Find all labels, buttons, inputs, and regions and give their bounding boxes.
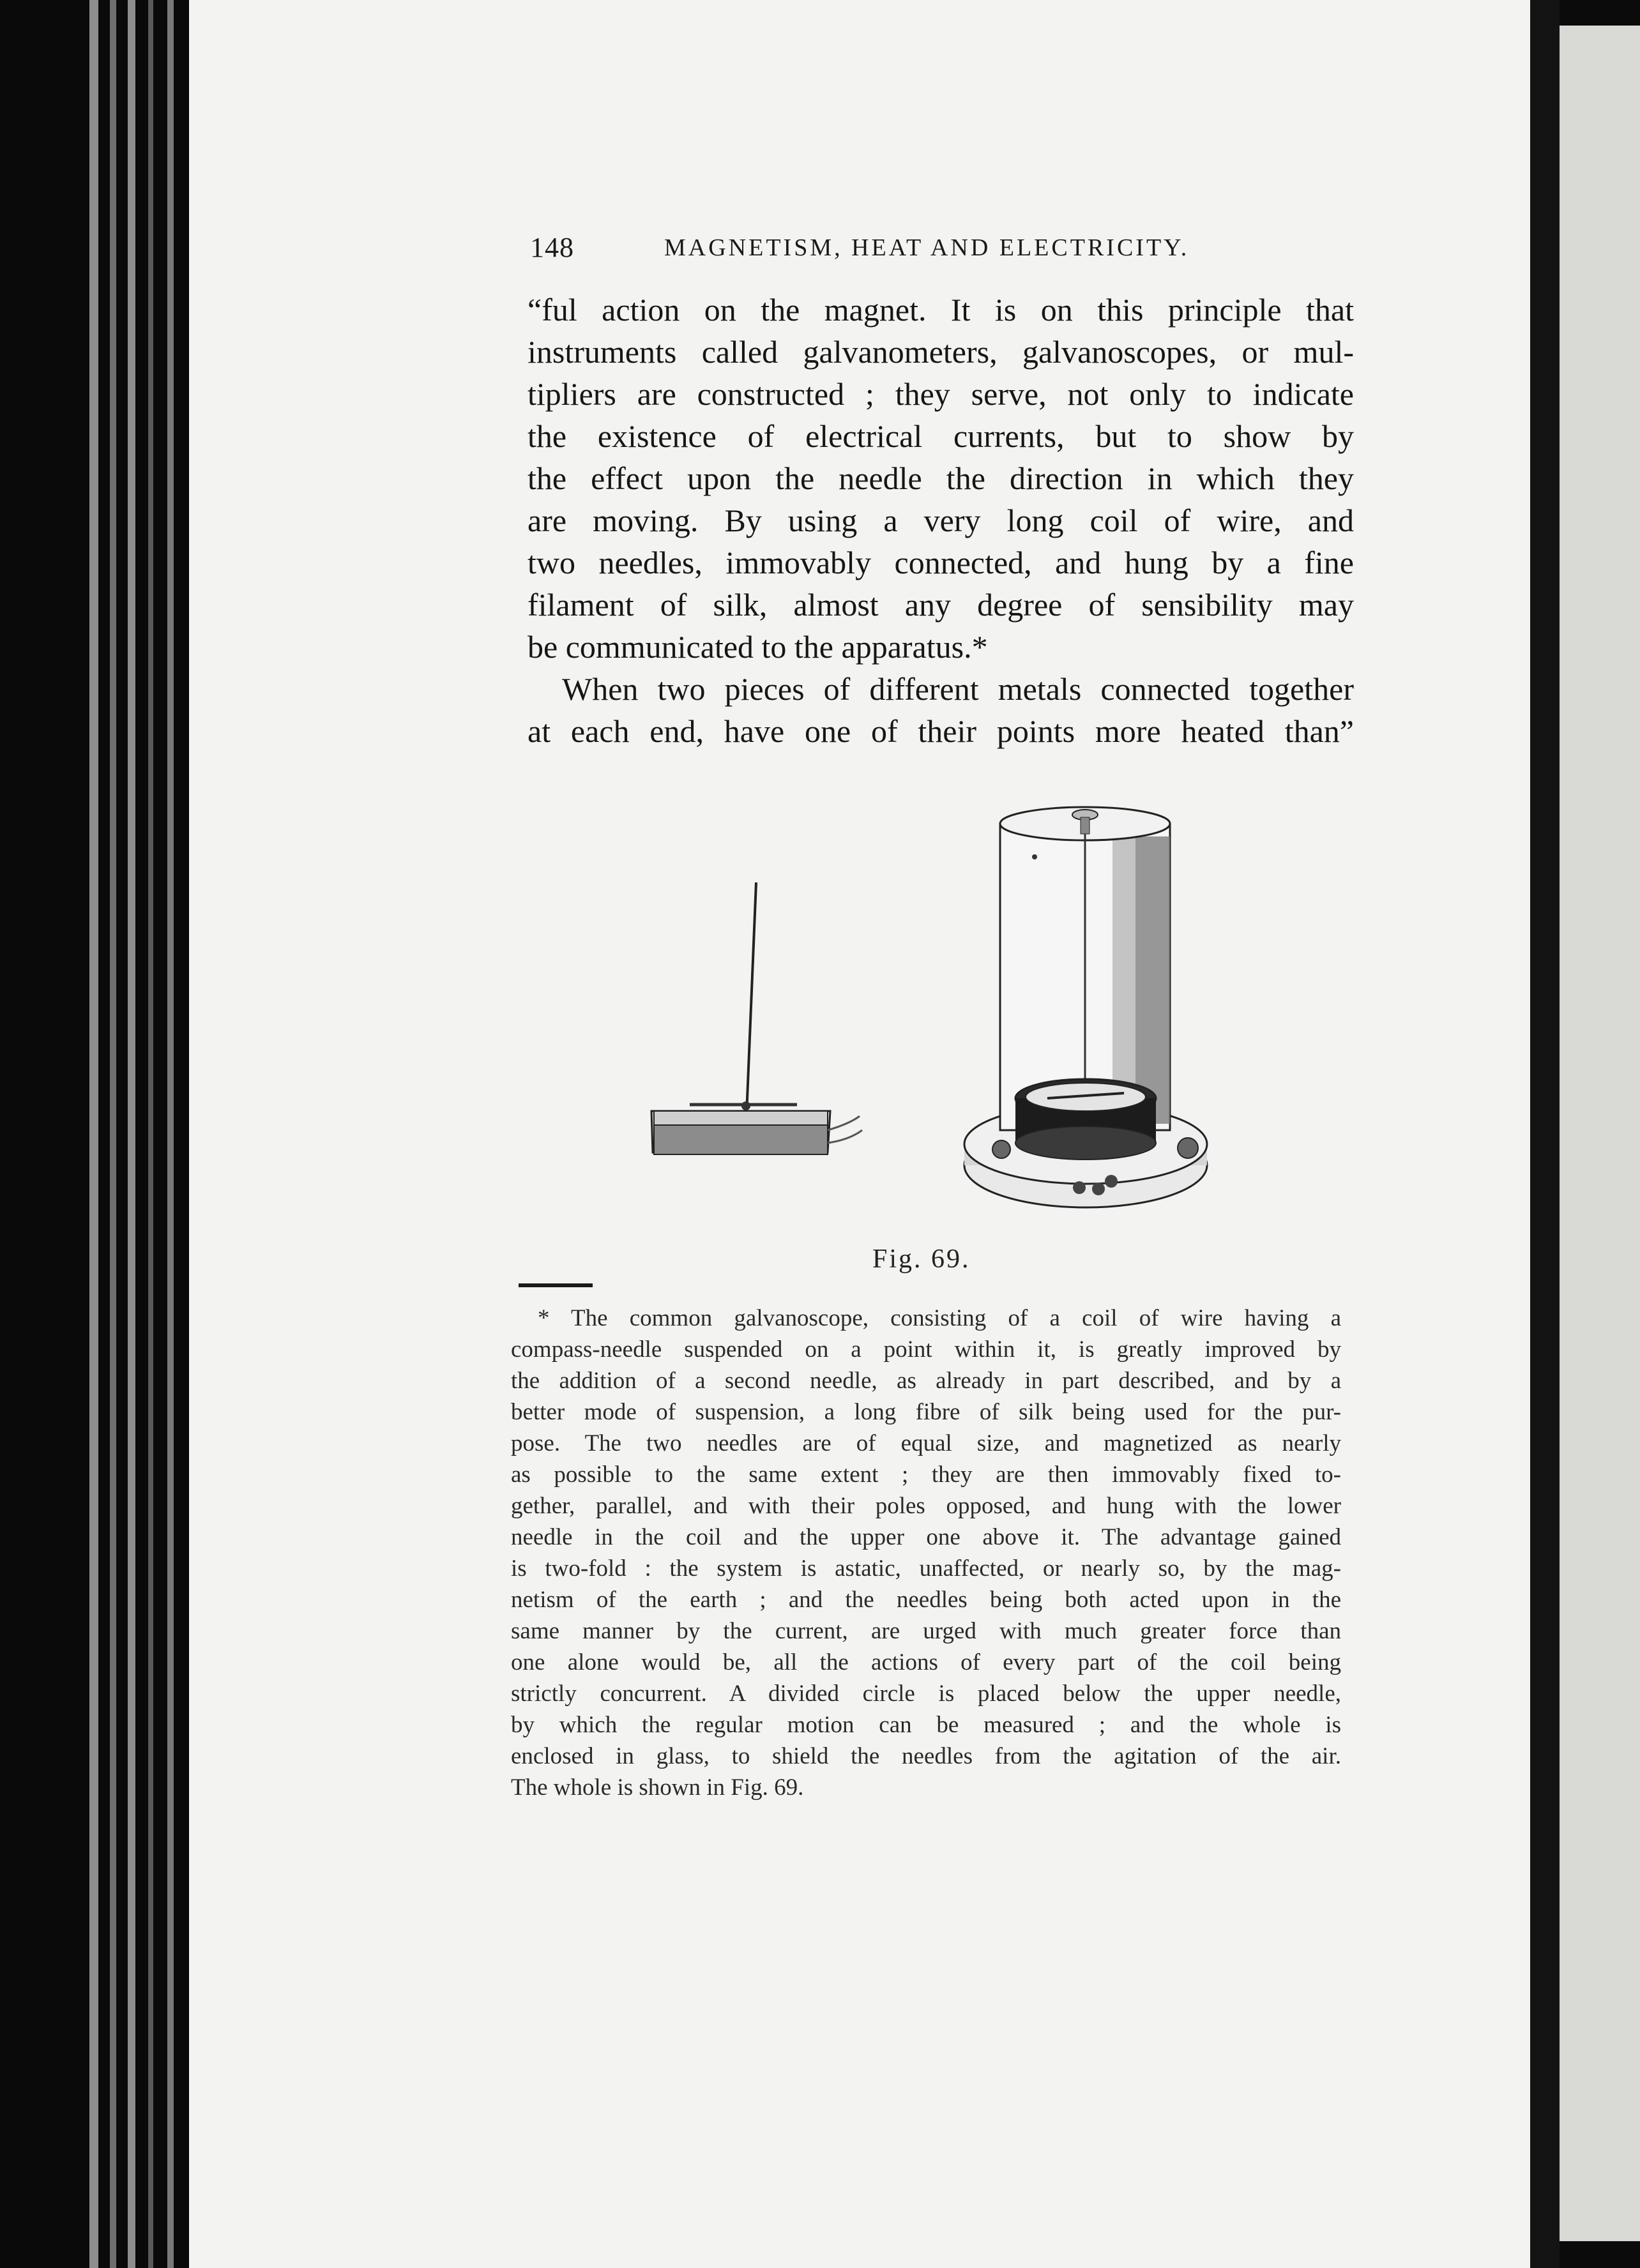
text-line: the effect upon the needle the direction in which they bbox=[528, 460, 1354, 496]
text-line: filament of silk, almost any degree of sensibility may bbox=[528, 587, 1354, 623]
page-stack-edge bbox=[128, 0, 135, 2268]
footnote-line: enclosed in glass, to shield the needles from the agitation of the air. bbox=[511, 1743, 1341, 1769]
running-title: MAGNETISM, HEAT AND ELECTRICITY. bbox=[664, 234, 1190, 261]
gutter-shadow bbox=[1530, 0, 1560, 2268]
glass-cylinder-drawing bbox=[964, 807, 1207, 1207]
footnote-line: as possible to the same extent ; they are then immovably fixed to- bbox=[511, 1462, 1341, 1488]
footnote-line: one alone would be, all the actions of every part of the coil being bbox=[511, 1649, 1341, 1675]
page-stack-edge bbox=[110, 0, 116, 2268]
footnote-line: compass-needle suspended on a point within it, is greatly improved by bbox=[511, 1336, 1341, 1363]
page-stack-edge bbox=[148, 0, 153, 2268]
text-line: are moving. By using a very long coil of wire, and bbox=[528, 503, 1354, 538]
text-line: tipliers are constructed ; they serve, not only to indicate bbox=[528, 376, 1354, 412]
footnote-line: same manner by the current, are urged with much greater force than bbox=[511, 1618, 1341, 1644]
text-line: instruments called galvanometers, galvanoscopes, or mul- bbox=[528, 334, 1354, 370]
text-line: be communicated to the apparatus.* bbox=[528, 629, 988, 665]
footnote-line: gether, parallel, and with their poles opposed, and hung with the lower bbox=[511, 1493, 1341, 1519]
footnote-rule bbox=[519, 1283, 593, 1287]
page-stack-edge bbox=[89, 0, 98, 2268]
text-line: “ful action on the magnet. It is on this principle that bbox=[528, 292, 1354, 328]
main-text bbox=[528, 289, 1354, 752]
text-line: When two pieces of different metals connected together bbox=[562, 671, 1354, 707]
footnote-line: the addition of a second needle, as already in part described, and by a bbox=[511, 1368, 1341, 1394]
footnote-line: strictly concurrent. A divided circle is placed below the upper needle, bbox=[511, 1681, 1341, 1707]
footnote-line: is two-fold : the system is astatic, unaffected, or nearly so, by the mag- bbox=[511, 1555, 1341, 1582]
footnote bbox=[511, 1303, 1341, 1803]
page-number: 148 bbox=[530, 232, 574, 263]
text-line: the existence of electrical currents, but to show by bbox=[528, 418, 1354, 454]
running-head bbox=[530, 231, 1220, 269]
footnote-line: by which the regular motion can be measured ; and the whole is bbox=[511, 1712, 1341, 1738]
galvanoscope-illustration bbox=[639, 798, 1226, 1245]
text-line: at each end, have one of their points more heated than” bbox=[528, 713, 1354, 749]
footnote-line: The whole is shown in Fig. 69. bbox=[511, 1774, 804, 1801]
next-page-edge bbox=[1558, 26, 1640, 2241]
footnote-line: * The common galvanoscope, consisting of a coil of wire having a bbox=[538, 1305, 1341, 1331]
page-stack-edge bbox=[167, 0, 174, 2268]
needle-stand-drawing bbox=[651, 882, 862, 1154]
figure-caption: Fig. 69. bbox=[872, 1244, 971, 1274]
footnote-line: needle in the coil and the upper one above it. The advantage gained bbox=[511, 1524, 1341, 1550]
footnote-line: netism of the earth ; and the needles being both acted upon in the bbox=[511, 1587, 1341, 1613]
footnote-line: pose. The two needles are of equal size, and magnetized as nearly bbox=[511, 1430, 1341, 1456]
footnote-line: better mode of suspension, a long fibre of silk being used for the pur- bbox=[511, 1399, 1341, 1425]
text-line: two needles, immovably connected, and hung by a fine bbox=[528, 545, 1354, 580]
